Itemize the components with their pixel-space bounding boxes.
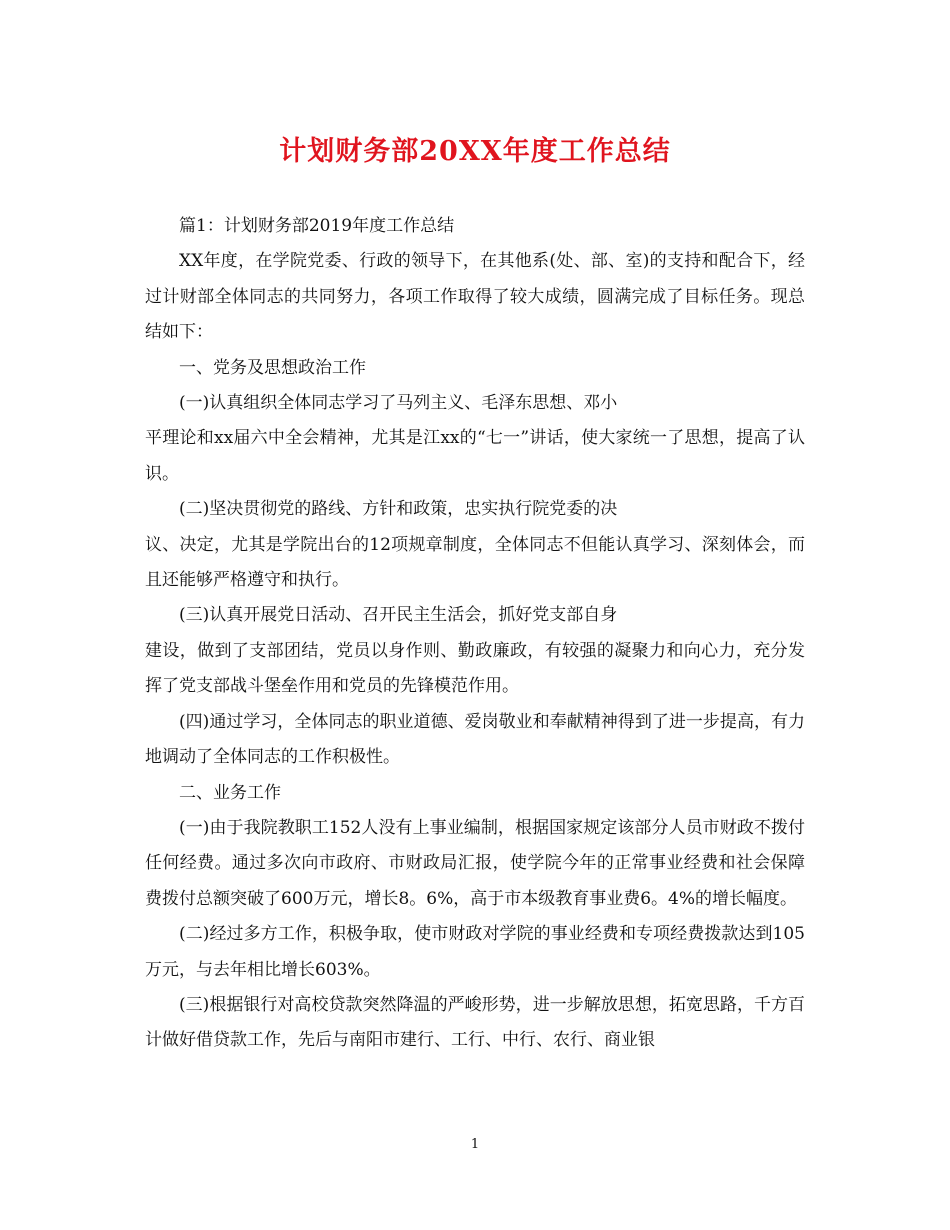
paragraph: (二)坚决贯彻党的路线、方针和政策，忠实执行院党委的决 <box>179 499 618 520</box>
paragraph: 篇1：计划财务部2019年度工作总结 <box>179 216 455 236</box>
page-number: 1 <box>470 1137 480 1152</box>
paragraph: 建设，做到了支部团结，党员以身作则、勤政廉政，有较强的凝聚力和向心力，充分发挥了党支部战斗堡垒作用和党员的先锋模范作用。 <box>145 640 805 697</box>
section-heading: 一、党务及思想政治工作 <box>179 357 366 378</box>
paragraph: 议、决定，尤其是学院出台的12项规章制度，全体同志不但能认真学习、深刻体会，而且还能够严格遵守和执行。 <box>145 534 805 591</box>
paragraph: (一)认真组织全体同志学习了马列主义、毛泽东思想、邓小 <box>179 393 618 414</box>
document-body <box>145 209 805 1059</box>
paragraph: (三)认真开展党日活动、召开民主生活会，抓好党支部自身 <box>179 605 618 626</box>
paragraph: 平理论和xx届六中全会精神，尤其是江xx的“七一”讲话，使大家统一了思想，提高了认识。 <box>145 428 805 484</box>
paragraph: (三)根据银行对高校贷款突然降温的严峻形势，进一步解放思想，拓宽思路，千方百计做好借贷款工作，先后与南阳市建行、工行、中行、农行、商业银 <box>145 994 805 1051</box>
paragraph: (一)由于我院教职工152人没有上事业编制，根据国家规定该部分人员市财政不拨付任何经费。通过多次向市政府、市财政局汇报，使学院今年的正常事业经费和社会保障费拨付总额突破了600万元，增长8。6%，高于市本级教育事业费6。4%的增长幅度。 <box>145 817 805 909</box>
section-heading: 二、业务工作 <box>179 782 281 803</box>
paragraph: XX年度，在学院党委、行政的领导下，在其他系(处、部、室)的支持和配合下，经过计财部全体同志的共同努力，各项工作取得了较大成绩，圆满完成了目标任务。现总结如下： <box>145 251 805 343</box>
paragraph: (四)通过学习，全体同志的职业道德、爱岗敬业和奉献精神得到了进一步提高，有力地调动了全体同志的工作积极性。 <box>145 711 805 768</box>
paragraph: (二)经过多方工作，积极争取，使市财政对学院的事业经费和专项经费拨款达到105万元，与去年相比增长603%。 <box>145 924 805 980</box>
document-title: 计划财务部20XX年度工作总结 <box>279 136 671 167</box>
